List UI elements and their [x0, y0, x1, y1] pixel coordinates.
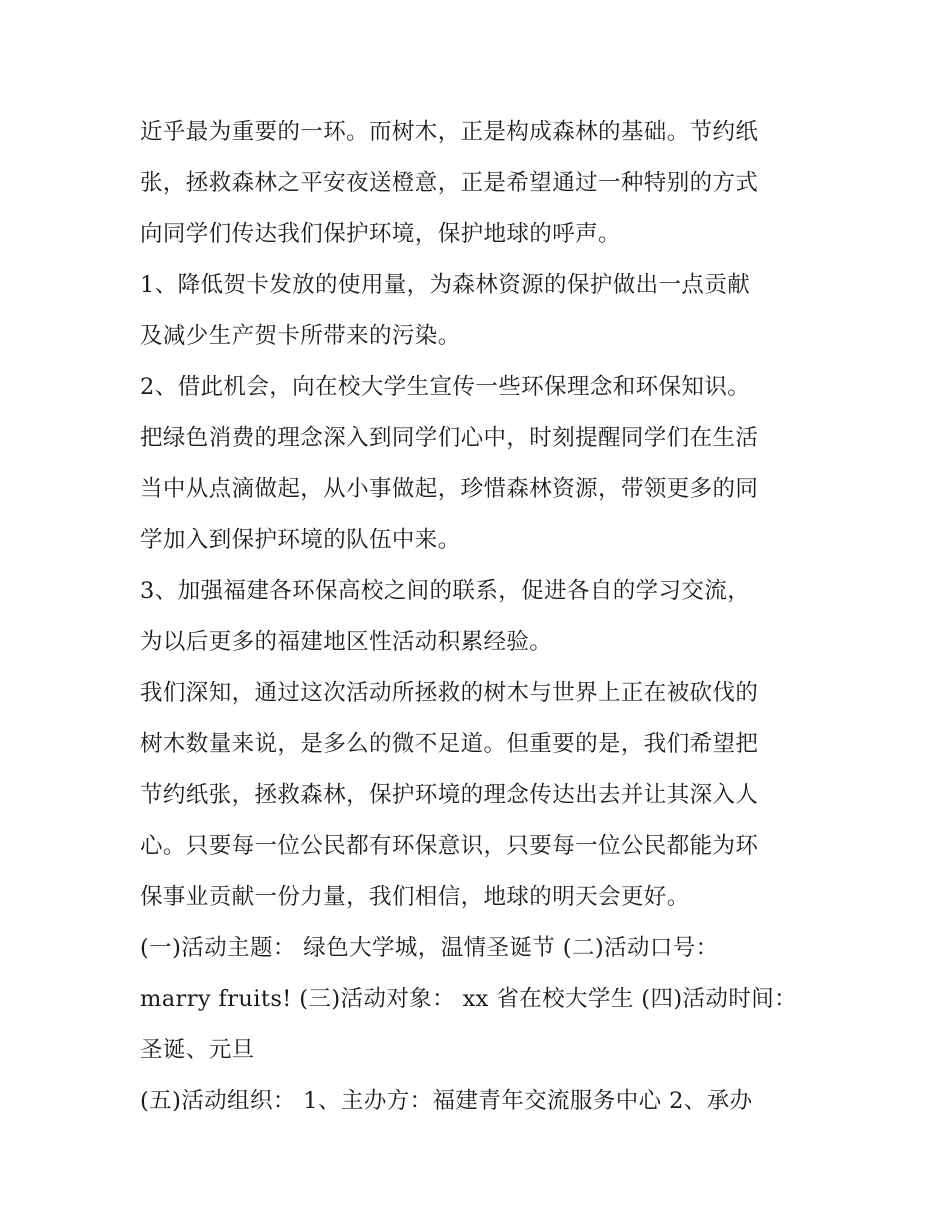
activity-time-line: 圣诞、元旦: [140, 1037, 255, 1063]
text-line: 把绿色消费的理念深入到同学们心中，时刻提醒同学们在生活: [140, 425, 759, 451]
text-line: 当中从点滴做起，从小事做起，珍惜森林资源，带领更多的同: [140, 476, 759, 502]
text-line: 学加入到保护环境的队伍中来。: [140, 527, 461, 553]
text-line: 张，拯救森林之平安夜送橙意，正是希望通过一种特别的方式: [140, 170, 759, 196]
activity-organization-line: (五)活动组织： 1、主办方：福建青年交流服务中心 2、承办: [140, 1088, 753, 1114]
activity-theme-line: (一)活动主题： 绿色大学城，温情圣诞节 (二)活动口号：: [140, 935, 719, 961]
list-item-1: 1、降低贺卡发放的使用量，为森林资源的保护做出一点贡献: [140, 272, 751, 298]
text-line: 近乎最为重要的一环。而树木，正是构成森林的基础。节约纸: [140, 119, 759, 145]
paragraph-line: 节约纸张，拯救森林，保护环境的理念传达出去并让其深入人: [140, 782, 759, 808]
text-line: 及减少生产贺卡所带来的污染。: [140, 323, 461, 349]
paragraph-line: 树木数量来说，是多么的微不足道。但重要的是，我们希望把: [140, 731, 759, 757]
document-body: [140, 107, 820, 1127]
paragraph-line: 保事业贡献一份力量，我们相信，地球的明天会更好。: [140, 884, 690, 910]
text-line: 向同学们传达我们保护环境，保护地球的呼声。: [140, 221, 621, 247]
list-item-2: 2、借此机会，向在校大学生宣传一些环保理念和环保知识。: [140, 374, 751, 400]
list-item-3: 3、加强福建各环保高校之间的联系，促进各自的学习交流，: [140, 578, 751, 604]
text-line: 为以后更多的福建地区性活动积累经验。: [140, 629, 553, 655]
paragraph-line: 心。只要每一位公民都有环保意识，只要每一位公民都能为环: [140, 833, 759, 859]
paragraph-line: 我们深知，通过这次活动所拯救的树木与世界上正在被砍伐的: [140, 680, 759, 706]
activity-target-line: marry fruits! (三)活动对象： xx 省在校大学生 (四)活动时间：: [140, 986, 798, 1012]
